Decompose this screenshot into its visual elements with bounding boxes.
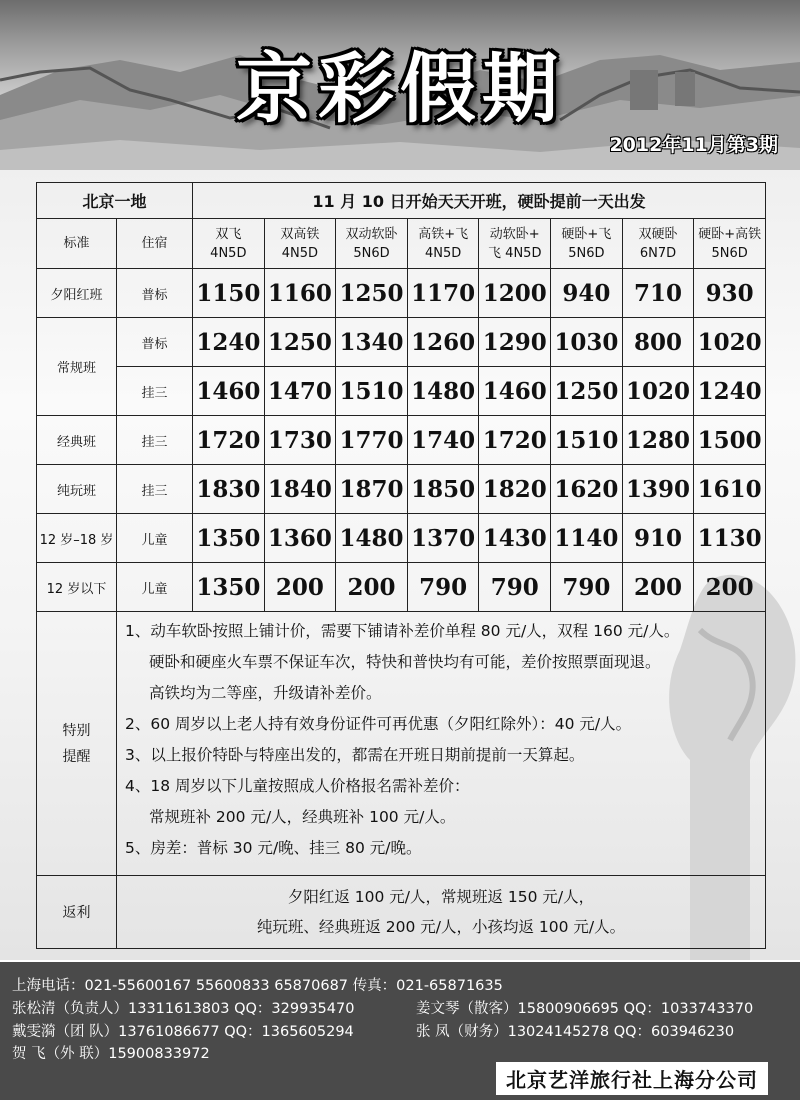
table-row	[37, 318, 766, 367]
note-line: 4、18 周岁以下儿童按照成人价格报名需补差价：	[125, 777, 470, 795]
price-cell: 1460	[193, 367, 265, 416]
region-cell: 北京一地	[37, 183, 193, 219]
price-cell: 1470	[264, 367, 336, 416]
price-cell: 1620	[551, 465, 623, 514]
price-cell: 1820	[479, 465, 551, 514]
price-cell: 1730	[264, 416, 336, 465]
price-cell: 1390	[622, 465, 694, 514]
lodging-cell: 儿童	[117, 563, 193, 612]
price-cell: 1020	[694, 318, 766, 367]
note-line: 5、房差：普标 30 元/晚、挂三 80 元/晚。	[125, 839, 422, 857]
price-cell: 910	[622, 514, 694, 563]
price-cell: 200	[264, 563, 336, 612]
price-cell: 790	[551, 563, 623, 612]
price-cell: 1720	[479, 416, 551, 465]
price-cell: 200	[694, 563, 766, 612]
price-cell: 1280	[622, 416, 694, 465]
table-row	[37, 465, 766, 514]
price-cell: 1430	[479, 514, 551, 563]
package-header: 动软卧+ 飞 4N5D	[479, 219, 551, 269]
lodging-cell: 普标	[117, 269, 193, 318]
price-cell: 1370	[407, 514, 479, 563]
standard-cell: 经典班	[37, 416, 117, 465]
price-cell: 1240	[193, 318, 265, 367]
price-cell: 1200	[479, 269, 551, 318]
standard-cell: 常规班	[37, 318, 117, 416]
standard-cell: 纯玩班	[37, 465, 117, 514]
price-cell: 1500	[694, 416, 766, 465]
package-header: 硬卧+飞 5N6D	[551, 219, 623, 269]
price-cell: 1510	[551, 416, 623, 465]
price-cell: 1240	[694, 367, 766, 416]
notes-label: 特别 提醒	[37, 612, 117, 876]
lodging-cell: 挂三	[117, 465, 193, 514]
price-cell: 1150	[193, 269, 265, 318]
price-cell: 1460	[479, 367, 551, 416]
note-line: 3、以上报价特卧与特座出发的，都需在开班日期前提前一天算起。	[125, 746, 585, 764]
price-table	[36, 182, 766, 949]
header-lodging: 住宿	[117, 219, 193, 269]
price-cell: 1740	[407, 416, 479, 465]
company-name: 北京艺洋旅行社上海分公司	[496, 1062, 768, 1095]
package-header: 双高铁 4N5D	[264, 219, 336, 269]
issue-label: 2012年11月第3期	[609, 134, 778, 156]
price-cell: 1480	[407, 367, 479, 416]
lodging-cell: 儿童	[117, 514, 193, 563]
schedule-note: 11 月 10 日开始天天开班，硬卧提前一天出发	[193, 183, 766, 219]
price-cell: 1130	[694, 514, 766, 563]
contact-line: 张 凤（财务）13024145278 QQ：603946230	[416, 1024, 735, 1040]
special-notes	[117, 612, 766, 876]
lodging-cell: 挂三	[117, 367, 193, 416]
standard-cell: 12 岁以下	[37, 563, 117, 612]
note-line: 1、动车软卧按照上铺计价，需要下铺请补差价单程 80 元/人，双程 160 元/人。	[125, 622, 680, 640]
table-row	[37, 269, 766, 318]
price-cell: 1350	[193, 563, 265, 612]
price-cell: 940	[551, 269, 623, 318]
contact-line: 贺 飞（外 联）15900833972	[12, 1046, 210, 1062]
table-row	[37, 416, 766, 465]
package-header: 高铁+飞 4N5D	[407, 219, 479, 269]
price-cell: 790	[479, 563, 551, 612]
price-cell: 200	[622, 563, 694, 612]
price-cell: 1250	[551, 367, 623, 416]
price-cell: 800	[622, 318, 694, 367]
price-cell: 1840	[264, 465, 336, 514]
note-line: 2、60 周岁以上老人持有效身份证件可再优惠（夕阳红除外）：40 元/人。	[125, 715, 632, 733]
package-header: 硬卧+高铁 5N6D	[694, 219, 766, 269]
contact-line: 姜文琴（散客）15800906695 QQ：1033743370	[416, 1001, 754, 1017]
contact-line: 戴雯漪（团 队）13761086677 QQ：1365605294	[12, 1024, 354, 1040]
price-cell: 200	[336, 563, 408, 612]
price-cell: 1510	[336, 367, 408, 416]
header-standard: 标准	[37, 219, 117, 269]
price-cell: 1030	[551, 318, 623, 367]
price-cell: 930	[694, 269, 766, 318]
price-cell: 1170	[407, 269, 479, 318]
rebate-info: 夕阳红返 100 元/人，常规班返 150 元/人， 纯玩班、经典班返 200 元/人，小孩均返 100 元/人。	[117, 876, 766, 949]
price-cell: 1770	[336, 416, 408, 465]
standard-cell: 12 岁–18 岁	[37, 514, 117, 563]
price-cell: 1360	[264, 514, 336, 563]
price-cell: 1830	[193, 465, 265, 514]
price-cell: 1290	[479, 318, 551, 367]
table-row	[37, 563, 766, 612]
price-cell: 1250	[336, 269, 408, 318]
header-banner	[0, 0, 800, 170]
package-header: 双动软卧 5N6D	[336, 219, 408, 269]
lodging-cell: 普标	[117, 318, 193, 367]
note-line: 常规班补 200 元/人，经典班补 100 元/人。	[149, 808, 456, 826]
price-cell: 1720	[193, 416, 265, 465]
price-cell: 1610	[694, 465, 766, 514]
price-cell: 1340	[336, 318, 408, 367]
contact-line: 张松清（负责人）13311613803 QQ：329935470	[12, 1001, 355, 1017]
note-line: 高铁均为二等座，升级请补差价。	[149, 684, 382, 702]
rebate-label: 返利	[37, 876, 117, 949]
price-cell: 1850	[407, 465, 479, 514]
price-cell: 1870	[336, 465, 408, 514]
price-cell: 790	[407, 563, 479, 612]
table-row	[37, 514, 766, 563]
price-cell: 1160	[264, 269, 336, 318]
price-cell: 1260	[407, 318, 479, 367]
price-cell: 1140	[551, 514, 623, 563]
table-row	[37, 367, 766, 416]
lodging-cell: 挂三	[117, 416, 193, 465]
package-header: 双飞 4N5D	[193, 219, 265, 269]
package-header: 双硬卧 6N7D	[622, 219, 694, 269]
price-cell: 710	[622, 269, 694, 318]
price-cell: 1480	[336, 514, 408, 563]
price-cell: 1350	[193, 514, 265, 563]
price-cell: 1250	[264, 318, 336, 367]
phone-fax-line: 上海电话：021-55600167 55600833 65870687 传真：021-65871635	[12, 978, 503, 994]
page-title: 京彩假期	[236, 44, 564, 133]
price-cell: 1020	[622, 367, 694, 416]
standard-cell: 夕阳红班	[37, 269, 117, 318]
note-line: 硬卧和硬座火车票不保证车次，特快和普快均有可能，差价按照票面现退。	[149, 653, 661, 671]
